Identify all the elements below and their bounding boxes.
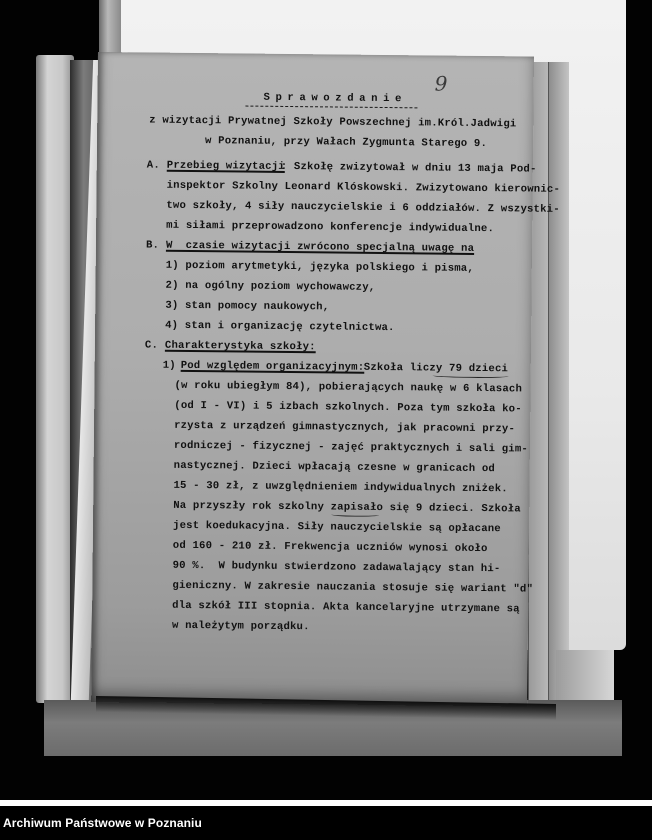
section-c-line-5: nastycznej. Dzieci wpłacają czesne w granicach od (173, 459, 496, 476)
section-a-line-4: mi siłami przeprowadzono konferencje indywidualne. (166, 219, 495, 236)
section-c-line-6: 15 - 30 zł, z uwzględnieniem indywidualnych zniżek. (173, 479, 508, 496)
section-b-item-1: 1) poziom arytmetyki, języka polskiego i pisma, (165, 259, 475, 275)
binding-strip (99, 0, 121, 60)
section-c-sub-marker: 1) (162, 359, 176, 372)
section-c-line-11: gieniczny. W zakresie nauczania stosuje się wariant "d" (172, 579, 534, 596)
section-c-line-2: (od I - VI) i 5 izbach szkolnych. Poza tym szkoła ko- (174, 399, 522, 416)
section-b-heading: W czasie wizytacji zwrócono specjalną uwagę na (165, 239, 475, 255)
section-b-marker: B. (145, 239, 160, 252)
section-c-heading: Charakterystyka szkoły: (164, 339, 316, 354)
section-c-line-12: dla szkół III stopnia. Akta kancelaryjne utrzymane są (172, 599, 520, 616)
section-b-item-3: 3) stan pomocy naukowych, (165, 299, 330, 314)
section-b-item-2: 2) na ogólny poziom wychowawczy, (165, 279, 376, 294)
section-a-line-3: two szkoły, 4 siły nauczycielskie i 6 oddziałów. Z wszystki- (166, 199, 560, 216)
section-a-line-1: : Szkołę zwizytował w dniu 13 maja Pod- (280, 160, 537, 176)
section-c-line-9: od 160 - 210 zł. Frekwencja uczniów wynosi około (172, 539, 488, 556)
section-a-line-2: inspektor Szkolny Leonard Klóskowski. Zwizytowano kierownic- (166, 179, 561, 196)
footer-divider (0, 800, 652, 806)
section-c-sub-heading: Pod względem organizacyjnym: (180, 359, 365, 374)
section-c-line-8: jest koedukacyjna. Siły nauczycielskie są opłacane (172, 519, 501, 536)
section-b-item-4: 4) stan i organizację czytelnictwa. (165, 319, 395, 335)
section-c-line-13: w należytym porządku. (171, 619, 310, 634)
rolled-paper-left (36, 55, 74, 703)
handwritten-page-number: 9 (434, 71, 448, 96)
section-c-line-7: Na przyszły rok szkolny zapisało się 9 dzieci. Szkoła (173, 499, 521, 516)
document-title: Sprawozdanie (263, 91, 408, 106)
section-c-line-10: 90 %. W budynku stwierdzono zadawalający stan hi- (172, 559, 501, 576)
archive-label: Archiwum Państwowe w Poznaniu (3, 816, 202, 830)
section-c-line-4: rodniczej - fizycznej - zajęć praktycznych i sali gim- (173, 439, 529, 456)
section-c-line-1: (w roku ubiegłym 84), pobierających naukę w 6 klasach (174, 379, 523, 396)
section-c-first-line-rest: Szkoła liczy 79 dzieci (350, 361, 509, 376)
section-a-heading: Przebieg wizytacji (166, 159, 285, 173)
page-stack-edge (548, 62, 569, 712)
section-a-marker: A. (146, 159, 161, 172)
subtitle-line-1: z wizytacji Prywatnej Szkoły Powszechnej im.Król.Jadwigi (149, 114, 517, 131)
section-c-line-3: rzysta z urządzeń gimnastycznych, jak pracowni przy- (174, 419, 516, 436)
document-page (91, 52, 561, 707)
section-c-marker: C. (144, 339, 159, 352)
subtitle-line-2: w Poznaniu, przy Wałach Zygmunta Starego 9. (205, 135, 488, 151)
